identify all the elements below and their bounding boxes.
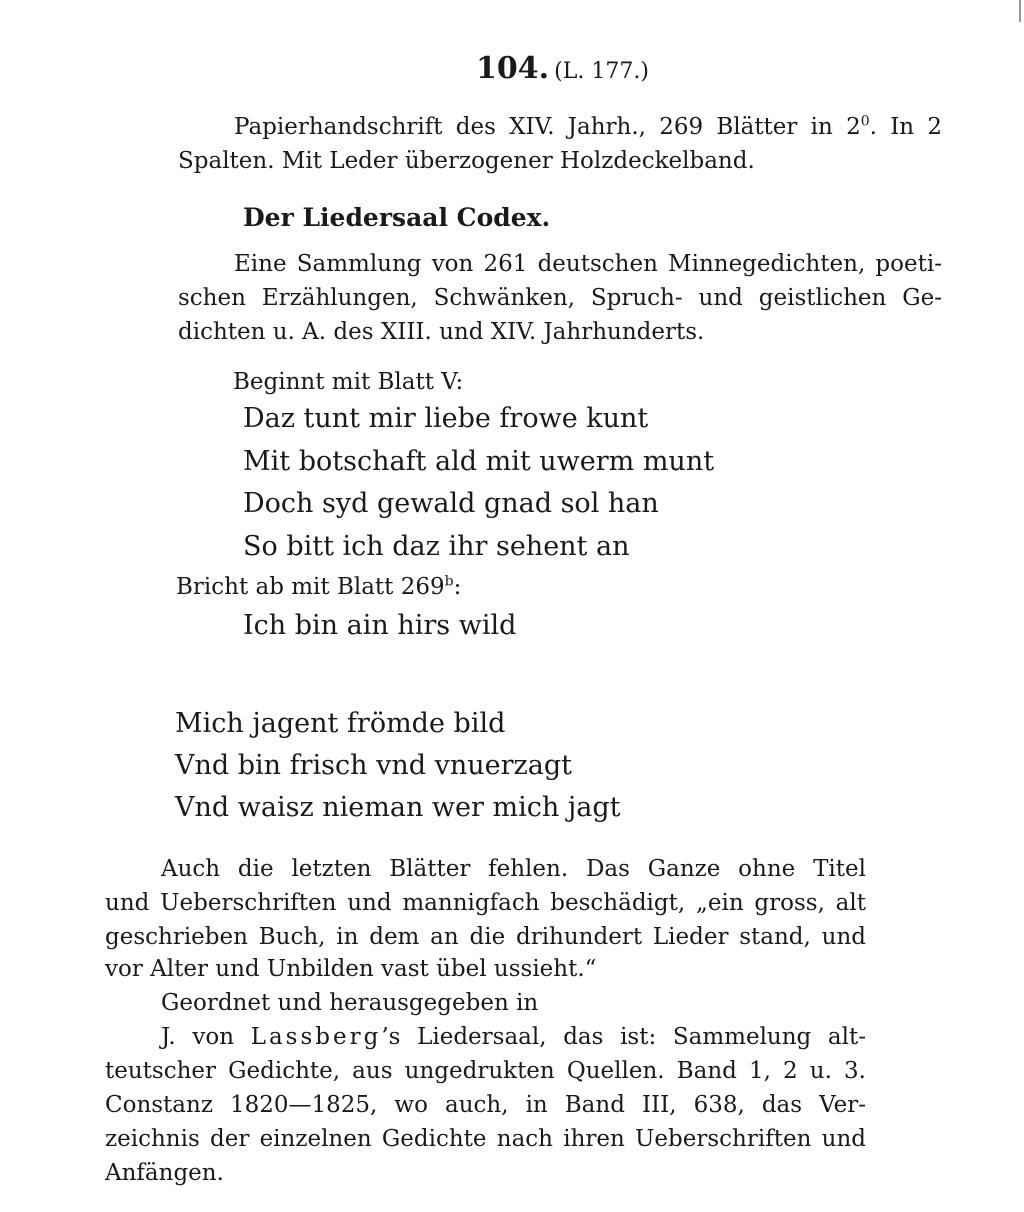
- edition-line-1: J. von Lassberg’s Liedersaal, das ist: Sammelung alt-: [161, 1024, 866, 1050]
- summary-line-2: schen Erzählungen, Schwänken, Spruch- und geistlichen Ge-: [178, 285, 942, 311]
- edition-line-3: Constanz 1820—1825, wo auch, in Band III, 638, das Ver-: [105, 1092, 866, 1118]
- notes-line-3: geschrieben Buch, in dem an die drihundert Lieder stand, und: [105, 924, 866, 950]
- notes-line-1: Auch die letzten Blätter fehlen. Das Ganze ohne Titel: [161, 856, 866, 882]
- codex-title: Der Liedersaal Codex.: [243, 203, 551, 232]
- begins-label: Beginnt mit Blatt V:: [233, 369, 464, 395]
- notes-line-2: und Ueberschriften und mannigfach beschädigt, „ein gross, alt: [105, 890, 866, 916]
- closing-verse-1: Ich bin ain hirs wild: [243, 610, 517, 641]
- catalog-reference: (L. 177.): [554, 59, 649, 84]
- page-number: 104.: [476, 51, 550, 86]
- edition-line-2: teutscher Gedichte, aus ungedrukten Quellen. Band 1, 2 u. 3.: [105, 1058, 866, 1084]
- edition-line-4: zeichnis der einzelnen Gedichte nach ihren Ueberschriften und: [105, 1126, 866, 1152]
- ending-verse-2: Vnd bin frisch vnd vnuerzagt: [175, 750, 573, 781]
- ends-label: Bricht ab mit Blatt 269$^b$:: [176, 573, 462, 600]
- format-superscript: 0: [860, 113, 870, 130]
- page-header: [476, 51, 649, 86]
- opening-verse-2: Mit botschaft ald mit uwerm munt: [243, 446, 715, 477]
- edition-intro: Geordnet und herausgegeben in: [161, 990, 539, 1016]
- edition-line-5: Anfängen.: [105, 1160, 224, 1186]
- description-line-1: Papierhandschrift des XIV. Jahrh., 269 Blätter in $2^0$. In 2: [234, 113, 942, 140]
- summary-line-3: dichten u. A. des XIII. und XIV. Jahrhunderts.: [178, 319, 705, 345]
- opening-verse-1: Daz tunt mir liebe frowe kunt: [243, 403, 649, 434]
- ending-verse-3: Vnd waisz nieman wer mich jagt: [175, 792, 621, 823]
- editor-name: Lassberg: [250, 1024, 382, 1050]
- summary-line-1: Eine Sammlung von 261 deutschen Minnegedichten, poeti-: [234, 251, 942, 277]
- page-edge-mark: [1019, 0, 1021, 22]
- folio-superscript: b: [444, 573, 454, 590]
- opening-verse-4: So bitt ich daz ihr sehent an: [243, 531, 630, 562]
- notes-line-4: vor Alter und Unbilden vast übel ussieht.“: [105, 956, 597, 982]
- opening-verse-3: Doch syd gewald gnad sol han: [243, 488, 659, 519]
- ending-verse-1: Mich jagent frömde bild: [175, 708, 506, 739]
- description-line-2: Spalten. Mit Leder überzogener Holzdeckelband.: [178, 148, 755, 174]
